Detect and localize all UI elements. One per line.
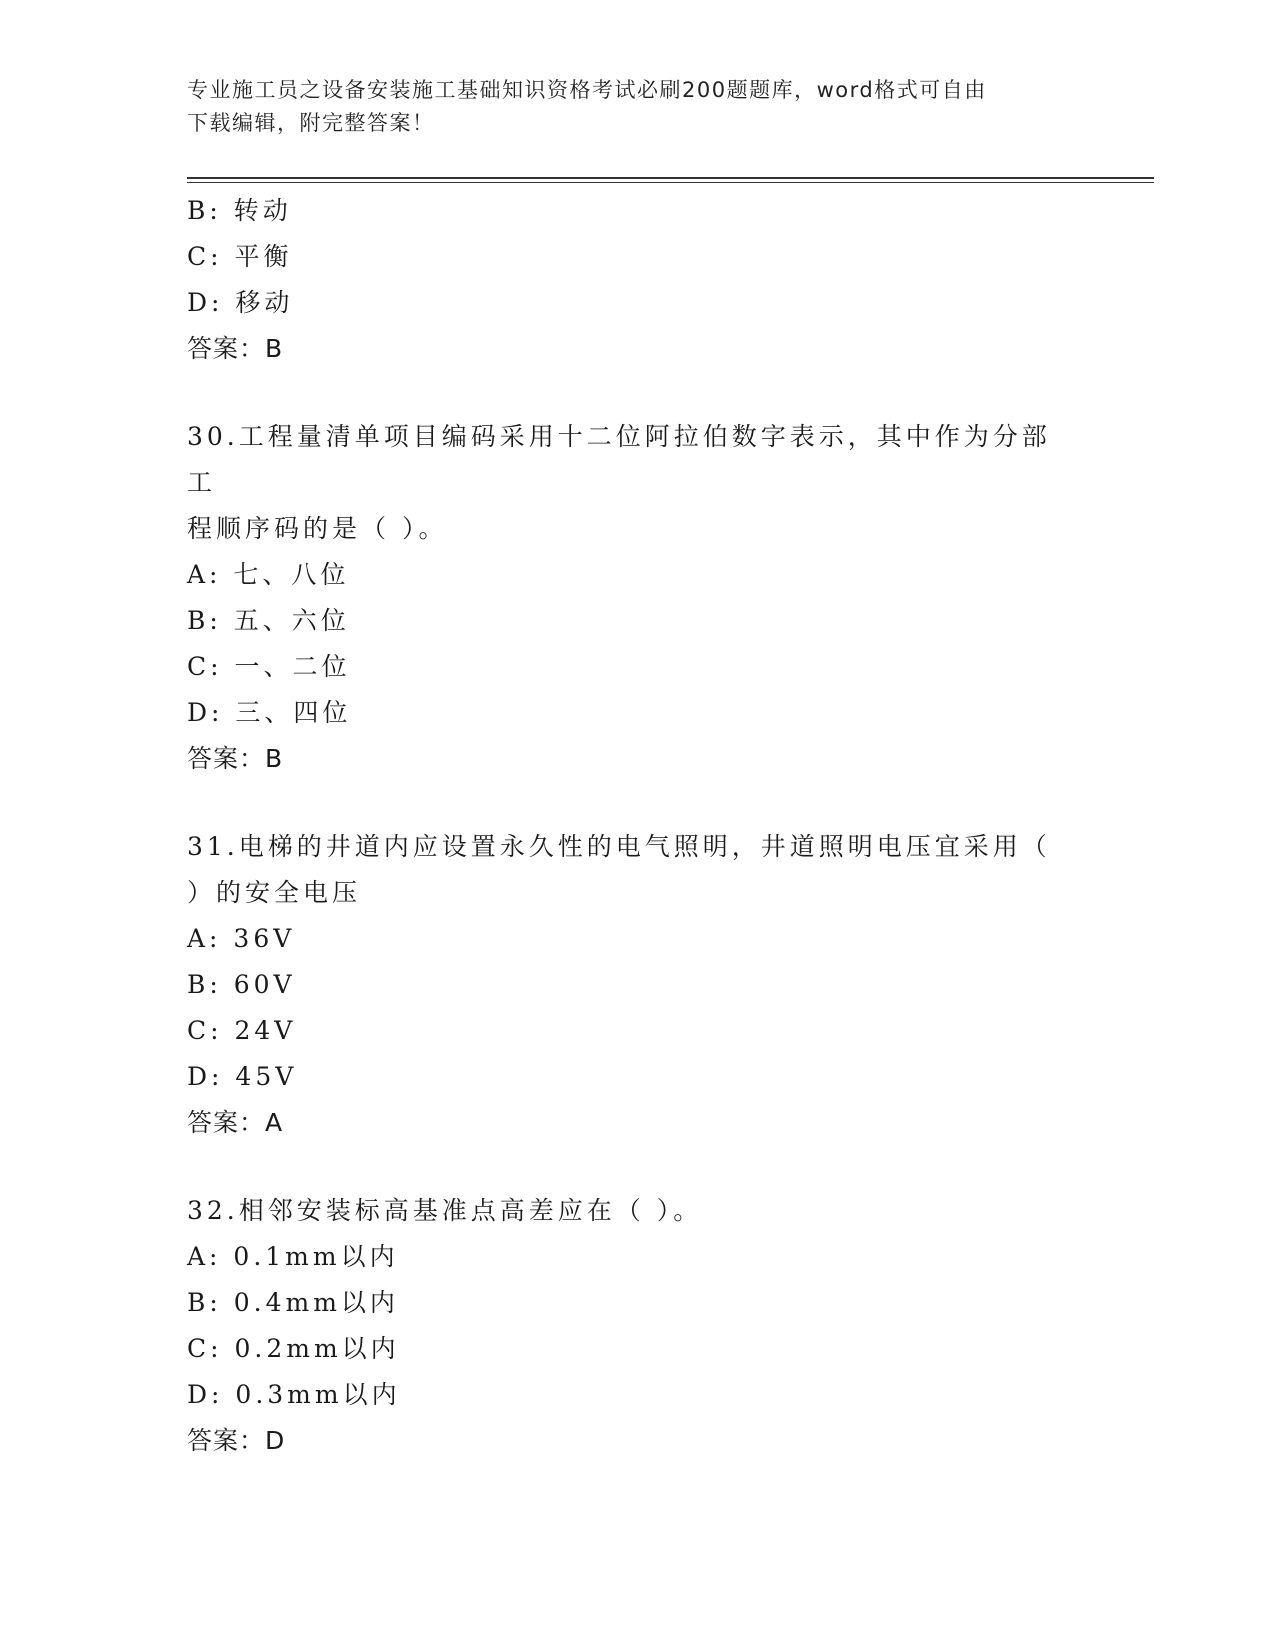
option-c: C: 24V (187, 1016, 297, 1045)
question-stem (187, 414, 1057, 552)
option-c: C: 平衡 (187, 242, 293, 271)
option-c: C: 0.2mm以内 (187, 1334, 400, 1363)
option-d: D: 0.3mm以内 (187, 1380, 401, 1409)
option-d: D: 移动 (187, 288, 294, 317)
header-line-1: 专业施工员之设备安装施工基础知识资格考试必刷200题题库，word格式可自由 (187, 78, 987, 102)
option-b: B: 转动 (187, 196, 292, 225)
option-a: A: 七、八位 (187, 560, 350, 589)
header-divider-thin (187, 182, 1154, 183)
header-line-2: 下载编辑，附完整答案！ (187, 111, 435, 135)
answer-line: 答案：D (187, 1426, 286, 1455)
option-d: D: 三、四位 (187, 698, 352, 727)
question-stem-line-1: 31.电梯的井道内应设置永久性的电气照明，井道照明电压宜采用（ (187, 832, 1051, 861)
option-b: B: 60V (187, 970, 296, 999)
option-c: C: 一、二位 (187, 652, 351, 681)
prev-question-block (187, 188, 1087, 372)
question-list (187, 188, 1087, 1464)
answer-line: 答案：B (187, 744, 284, 773)
option-a: A: 36V (187, 924, 296, 953)
option-a: A: 0.1mm以内 (187, 1242, 399, 1271)
question-stem (187, 1188, 1057, 1234)
answer-line: 答案：A (187, 1108, 284, 1137)
option-b: B: 五、六位 (187, 606, 350, 635)
option-d: D: 45V (187, 1062, 298, 1091)
question-stem (187, 824, 1057, 916)
option-b: B: 0.4mm以内 (187, 1288, 399, 1317)
question-stem-line-1: 32.相邻安装标高基准点高差应在（ ）。 (187, 1196, 703, 1225)
question-31 (187, 824, 1087, 1146)
document-header (187, 74, 1087, 140)
question-stem-line-1: 30.工程量清单项目编码采用十二位阿拉伯数字表示，其中作为分部工 (187, 422, 1051, 497)
answer-line: 答案：B (187, 334, 284, 363)
question-30 (187, 414, 1087, 782)
question-32 (187, 1188, 1087, 1464)
question-stem-line-2: ）的安全电压 (187, 878, 362, 907)
header-divider-thick (187, 177, 1154, 179)
question-stem-line-2: 程顺序码的是（ ）。 (187, 514, 448, 543)
